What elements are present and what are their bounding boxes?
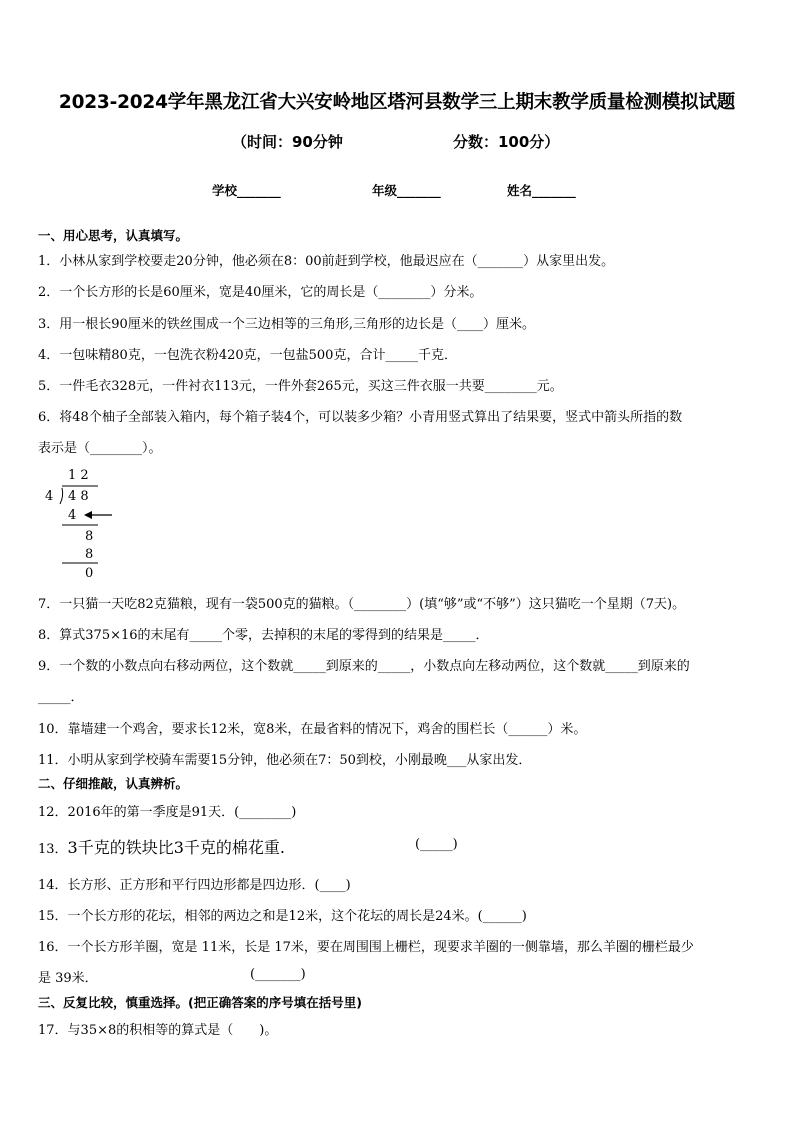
question-16-line-1: 16．一个长方形羊圈，宽是 11米，长是 17米，要在周围围上栅栏，现要求羊圈的一侧靠墙，那么羊圈的栅栏最少 [38, 940, 694, 955]
division-quotient: 1 2 [68, 468, 89, 483]
section-3-heading: 三、反复比较，慎重选择。(把正确答案的序号填在括号里) [38, 995, 362, 1010]
question-16-line-2: 是 39米． [38, 971, 98, 986]
question-17: 17．与35×8的积相等的算式是（ )。 [38, 1023, 278, 1038]
question-11: 11．小明从家到学校骑车需要15分钟，他必须在7：50到校，小刚最晚___从家出发． [38, 753, 532, 768]
question-4: 4．一包味精80克，一包洗衣粉420克，一包盐500克，合计_____千克． [38, 348, 457, 363]
question-13-number: 13． [38, 842, 68, 857]
name-field: 姓名_______ [507, 183, 576, 198]
question-10: 10．靠墙建一个鸡舍，要求长12米，宽8米，在最省料的情况下，鸡舍的围栏长（______）米。 [38, 722, 587, 737]
division-step-1: 4 [68, 508, 77, 523]
division-step-3: 8 [85, 547, 94, 562]
question-3: 3．用一根长90厘米的铁丝围成一个三边相等的三角形,三角形的边长是（____）厘米。 [38, 317, 535, 332]
question-13 [38, 835, 285, 858]
question-16-blank: (_______) [250, 967, 306, 982]
section-2-heading: 二、仔细推敲，认真辨析。 [38, 776, 189, 791]
question-8: 8．算式375×16的末尾有_____个零，去掉积的末尾的零得到的结果是_____． [38, 628, 489, 643]
question-12: 12．2016年的第一季度是91天．(________) [38, 805, 297, 820]
question-7: 7．一只猫一天吃82克猫粮，现有一袋500克的猫粮。（________）(填“够”或“不够”）这只猫吃一个星期（7天)。 [38, 597, 686, 612]
section-1-heading: 一、用心思考，认真填写。 [38, 228, 189, 243]
question-9-line-1: 9．一个数的小数点向右移动两位，这个数就_____到原来的_____，小数点向左移动两位，这个数就_____到原来的 [38, 659, 690, 674]
question-14: 14．长方形、正方形和平行四边形都是四边形．(____) [38, 878, 351, 893]
long-division-figure [40, 466, 130, 584]
exam-title: 2023-2024学年黑龙江省大兴安岭地区塔河县数学三上期末教学质量检测模拟试题 [58, 92, 736, 113]
question-6-line-1: 6．将48个柚子全部装入箱内，每个箱子装4个，可以装多少箱？小青用竖式算出了结果要，竖式中箭头所指的数 [38, 410, 683, 425]
question-2: 2．一个长方形的长是60厘米，宽是40厘米，它的周长是（________）分米。 [38, 285, 483, 300]
arrow-left-icon [84, 509, 114, 521]
time-label: （时间：90分钟 [232, 133, 343, 151]
score-label: 分数：100分） [453, 133, 560, 151]
division-remainder: 0 [85, 566, 94, 581]
division-dividend: 4 8 [68, 489, 89, 504]
school-field: 学校_______ [212, 183, 281, 198]
question-6-line-2: 表示是（________）。 [38, 441, 162, 456]
division-divisor: 4 [45, 489, 54, 504]
question-13-text: 3千克的铁块比3千克的棉花重. [67, 838, 285, 857]
question-13-blank: (_____) [415, 837, 458, 852]
question-15: 15．一个长方形的花坛，相邻的两边之和是12米，这个花坛的周长是24米。(______) [38, 909, 527, 924]
question-1: 1．小林从家到学校要走20分钟，他必须在8：00前赶到学校，他最迟应在（_______）从家里出发。 [38, 254, 615, 269]
grade-field: 年级_______ [372, 183, 441, 198]
division-lines [40, 466, 130, 584]
question-9-line-2: _____． [38, 690, 84, 705]
division-step-2: 8 [85, 529, 94, 544]
question-5: 5．一件毛衣328元，一件衬衣113元，一件外套265元，买这三件衣服一共要________元。 [38, 379, 563, 394]
